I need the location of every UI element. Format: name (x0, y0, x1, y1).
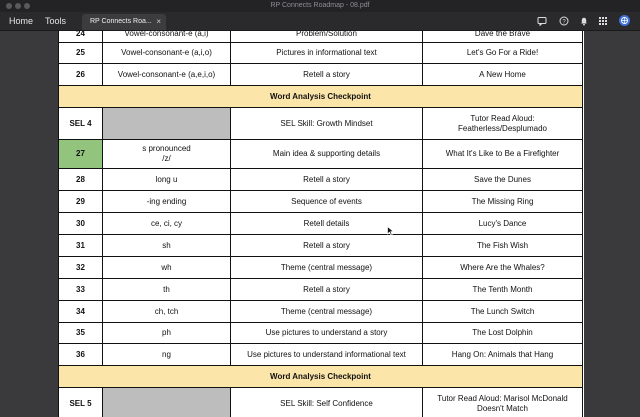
phonics-cell: long u (103, 169, 231, 191)
home-tab[interactable]: Home (9, 16, 34, 26)
minimize-window-icon[interactable] (15, 3, 21, 9)
phonics-cell: th (103, 279, 231, 301)
text-title-cell: The Fish Wish (423, 235, 583, 257)
lesson-row (59, 43, 583, 64)
comprehension-cell: Pictures in informational text (231, 43, 423, 64)
phonics-cell: wh (103, 257, 231, 279)
comprehension-cell: Retell a story (231, 279, 423, 301)
text-title-cell: The Lunch Switch (423, 301, 583, 323)
lesson-number-cell: 31 (59, 235, 103, 257)
text-title-cell: The Lost Dolphin (423, 323, 583, 344)
text-title-cell: Save the Dunes (423, 169, 583, 191)
sel-row (59, 108, 583, 140)
text-title-cell: The Missing Ring (423, 191, 583, 213)
tools-tab[interactable]: Tools (45, 16, 67, 26)
comprehension-cell: Retell a story (231, 235, 423, 257)
lesson-row (59, 235, 583, 257)
sel-row (59, 388, 583, 417)
app-toolbar (0, 12, 640, 31)
text-title-cell: Hang On: Animals that Hang (423, 344, 583, 366)
comprehension-cell: Retell a story (231, 169, 423, 191)
phonics-cell: ce, ci, cy (103, 213, 231, 235)
lesson-row (59, 213, 583, 235)
window-title: RP Connects Roadmap - 08.pdf (270, 2, 370, 9)
window-titlebar (0, 0, 640, 12)
lesson-number-cell: SEL 4 (59, 108, 103, 140)
lesson-number-cell: 28 (59, 169, 103, 191)
lesson-row (59, 344, 583, 366)
comprehension-cell: Theme (central message) (231, 257, 423, 279)
lesson-number-cell: 32 (59, 257, 103, 279)
phonics-cell: -ing ending (103, 191, 231, 213)
text-title-cell: Where Are the Whales? (423, 257, 583, 279)
lesson-row (59, 257, 583, 279)
lesson-number-cell: 24 (59, 31, 103, 43)
phonics-cell: Vowel-consonant-e (a,e,i,o) (103, 64, 231, 86)
lesson-number-cell: 30 (59, 213, 103, 235)
lesson-number-cell: 25 (59, 43, 103, 64)
account-icon[interactable] (619, 15, 630, 26)
phonics-cell: Vowel-consonant-e (a,i) (103, 31, 231, 43)
lesson-row (59, 31, 583, 43)
roadmap-table (58, 31, 583, 417)
text-title-cell: What It's Like to Be a Firefighter (423, 140, 583, 169)
phonics-cell: ng (103, 344, 231, 366)
checkpoint-row (59, 86, 583, 108)
comprehension-cell: SEL Skill: Self Confidence (231, 388, 423, 417)
comprehension-cell: SEL Skill: Growth Mindset (231, 108, 423, 140)
document-tab[interactable] (82, 14, 166, 30)
lesson-row (59, 323, 583, 344)
phonics-cell (103, 108, 231, 140)
checkpoint-label: Word Analysis Checkpoint (59, 366, 583, 388)
phonics-cell: Vowel-consonant-e (a,i,o) (103, 43, 231, 64)
lesson-number-cell: 34 (59, 301, 103, 323)
phonics-cell (103, 388, 231, 417)
lesson-number-cell: 35 (59, 323, 103, 344)
text-title-cell: A New Home (423, 64, 583, 86)
comprehension-cell: Use pictures to understand informational text (231, 344, 423, 366)
comprehension-cell: Sequence of events (231, 191, 423, 213)
document-tab-title: RP Connects Roa... (90, 18, 152, 25)
lesson-number-cell: 27 (59, 140, 103, 169)
comprehension-cell: Problem/Solution (231, 31, 423, 43)
lesson-row (59, 169, 583, 191)
text-title-cell: Tutor Read Aloud: Marisol McDonald Doesn't Match (423, 388, 583, 417)
lesson-row (59, 279, 583, 301)
lesson-number-cell: 33 (59, 279, 103, 301)
apps-grid-icon[interactable] (598, 16, 608, 26)
comprehension-cell: Retell a story (231, 64, 423, 86)
svg-text:?: ? (562, 19, 566, 26)
zoom-window-icon[interactable] (24, 3, 30, 9)
lesson-number-cell: 29 (59, 191, 103, 213)
bell-icon[interactable] (579, 16, 589, 26)
lesson-row (59, 301, 583, 323)
phonics-cell: ph (103, 323, 231, 344)
phonics-cell: s pronounced /z/ (103, 140, 231, 169)
lesson-row (59, 140, 583, 169)
lesson-row (59, 191, 583, 213)
checkpoint-label: Word Analysis Checkpoint (59, 86, 583, 108)
comprehension-cell: Main idea & supporting details (231, 140, 423, 169)
checkpoint-row (59, 366, 583, 388)
phonics-cell: sh (103, 235, 231, 257)
text-title-cell: Lucy's Dance (423, 213, 583, 235)
text-title-cell: Tutor Read Aloud: Featherless/Desplumado (423, 108, 583, 140)
lesson-number-cell: 36 (59, 344, 103, 366)
comprehension-cell: Theme (central message) (231, 301, 423, 323)
lesson-row (59, 64, 583, 86)
comment-icon[interactable] (537, 16, 547, 26)
lesson-number-cell: 26 (59, 64, 103, 86)
help-icon[interactable] (559, 16, 569, 26)
text-title-cell: Let's Go For a Ride! (423, 43, 583, 64)
lesson-number-cell: SEL 5 (59, 388, 103, 417)
phonics-cell: ch, tch (103, 301, 231, 323)
close-window-icon[interactable] (6, 3, 12, 9)
comprehension-cell: Retell details (231, 213, 423, 235)
comprehension-cell: Use pictures to understand a story (231, 323, 423, 344)
close-tab-icon[interactable]: × (156, 17, 161, 26)
text-title-cell: Dave the Brave (423, 31, 583, 43)
pdf-page[interactable] (58, 31, 584, 417)
text-title-cell: The Tenth Month (423, 279, 583, 301)
